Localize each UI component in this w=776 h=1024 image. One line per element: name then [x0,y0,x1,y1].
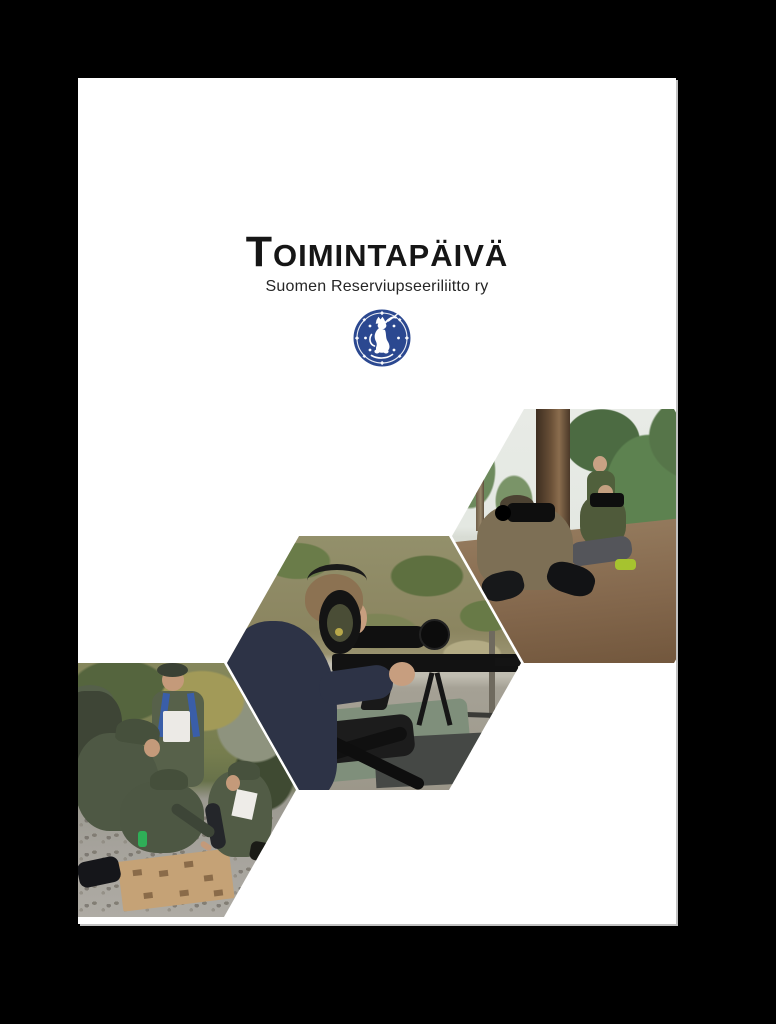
photo-binoculars-1 [507,503,555,522]
photo-beret [157,663,188,677]
photo-shooter-hand [389,662,415,686]
photo-binoculars-2 [590,493,624,507]
photo-scope-lens [419,619,450,650]
photo-earmuff-badge [335,628,343,636]
rul-lion-logo-icon [352,307,412,369]
photo-number-bib [163,711,190,742]
photo-field-cap [150,769,188,790]
photo-rifle-muzzle [495,658,521,666]
photo-lime-shoe [615,559,636,570]
cover-page [78,78,676,924]
photo-standing-man-head [593,456,607,472]
photo-thin-trunk [476,409,484,531]
photo-green-bottle [138,831,147,847]
cover-title: TOIMINTAPÄIVÄ [245,228,509,276]
cover-subtitle: Suomen Reserviupseeriliitto ry [265,278,489,295]
photo-map-markings [132,869,142,876]
photo-earmuff-pad [327,604,353,642]
photo-face [144,739,160,757]
